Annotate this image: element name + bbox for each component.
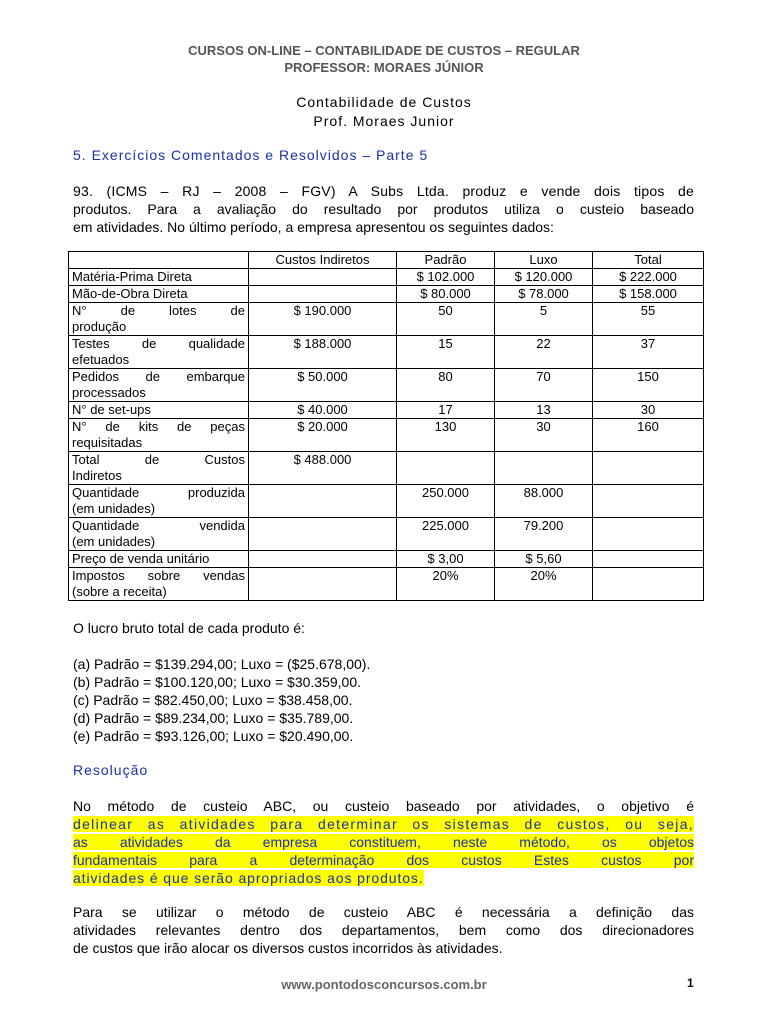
row-label-cell [69, 303, 249, 336]
cell-padrao: $ 80.000 [397, 286, 495, 303]
row-label-cell [69, 336, 249, 369]
row-label-cell [69, 568, 249, 601]
document-subject: Contabilidade de Custos [296, 94, 472, 110]
cell-total [593, 518, 704, 551]
row-label-continued: Indiretos [72, 468, 122, 483]
cell-custos-indiretos [249, 485, 397, 518]
question-text: O lucro bruto total de cada produto é: [73, 620, 305, 636]
row-label-continued: (em unidades) [72, 534, 156, 549]
header-course-title: CURSOS ON-LINE – CONTABILIDADE DE CUSTOS – REGULAR [188, 43, 580, 58]
table-row [69, 303, 704, 336]
table-row [69, 568, 704, 601]
cell-luxo: 13 [495, 402, 593, 419]
cell-luxo [495, 452, 593, 485]
table-row [69, 286, 704, 303]
cell-custos-indiretos: $ 40.000 [249, 402, 397, 419]
document-author: Prof. Moraes Junior [313, 113, 455, 129]
question-intro-line: 93. (ICMS – RJ – 2008 – FGV) A Subs Ltda. produz e vende dois tipos de [73, 183, 694, 199]
cell-luxo: 88.000 [495, 485, 593, 518]
cell-luxo: $ 78.000 [495, 286, 593, 303]
header-professor: PROFESSOR: MORAES JÚNIOR [284, 60, 484, 75]
cell-total [593, 485, 704, 518]
cell-luxo: 22 [495, 336, 593, 369]
row-label-continued: produção [72, 319, 127, 334]
paragraph-line: atividades relevantes dentro dos departamentos, bem como dos direcionadores [73, 922, 694, 938]
cell-total [593, 551, 704, 568]
row-label-cell [69, 485, 249, 518]
cell-padrao: $ 102.000 [397, 269, 495, 286]
paragraph-line: de custos que irão alocar os diversos custos incorridos às atividades. [73, 940, 503, 956]
table-header-row [69, 252, 704, 269]
cell-padrao: 130 [397, 419, 495, 452]
table-header-cell: Total [593, 252, 704, 269]
row-label-cell [69, 452, 249, 485]
cell-custos-indiretos: $ 188.000 [249, 336, 397, 369]
cell-padrao: 225.000 [397, 518, 495, 551]
table-row [69, 518, 704, 551]
cell-total: 37 [593, 336, 704, 369]
table-row [69, 369, 704, 402]
table-header-cell: Custos Indiretos [249, 252, 397, 269]
cell-custos-indiretos [249, 286, 397, 303]
row-label-continued: efetuados [72, 352, 130, 367]
cell-total [593, 452, 704, 485]
row-label-cell [69, 402, 249, 419]
cell-padrao: 80 [397, 369, 495, 402]
question-intro-line: produtos. Para a avaliação do resultado por produtos utiliza o custeio baseado [73, 201, 694, 217]
cell-padrao: 15 [397, 336, 495, 369]
cell-total: 55 [593, 303, 704, 336]
cell-luxo: 20% [495, 568, 593, 601]
row-label-cell [69, 369, 249, 402]
resolution-paragraph [73, 797, 694, 887]
row-label: Total de Custos [72, 452, 245, 467]
row-label: Mão-de-Obra Direta [72, 286, 188, 301]
row-label-cell [69, 518, 249, 551]
cell-total: 160 [593, 419, 704, 452]
cell-total [593, 568, 704, 601]
row-label: N° de set-ups [72, 402, 151, 417]
row-label: Quantidade vendida [72, 518, 245, 533]
option-c: (c) Padrão = $82.450,00; Luxo = $38.458,00. [73, 692, 353, 708]
row-label-continued: (em unidades) [72, 501, 156, 516]
option-a: (a) Padrão = $139.294,00; Luxo = ($25.678,00). [73, 656, 371, 672]
cell-luxo: $ 5,60 [495, 551, 593, 568]
cell-total: $ 158.000 [593, 286, 704, 303]
cell-custos-indiretos: $ 488.000 [249, 452, 397, 485]
cell-padrao: 20% [397, 568, 495, 601]
row-label: Quantidade produzida [72, 485, 245, 500]
answer-options [73, 655, 370, 745]
cell-custos-indiretos [249, 518, 397, 551]
row-label-cell [69, 419, 249, 452]
cell-total: 150 [593, 369, 704, 402]
cell-custos-indiretos: $ 190.000 [249, 303, 397, 336]
highlighted-text: atividades é que serão apropriados aos produtos. [73, 870, 424, 886]
cell-custos-indiretos [249, 269, 397, 286]
cell-luxo: 79.200 [495, 518, 593, 551]
cell-luxo: $ 120.000 [495, 269, 593, 286]
row-label-continued: requisitadas [72, 435, 143, 450]
table-row [69, 269, 704, 286]
cell-total: $ 222.000 [593, 269, 704, 286]
row-label: Matéria-Prima Direta [72, 269, 192, 284]
row-label: Preço de venda unitário [72, 551, 210, 566]
highlighted-text: as atividades da empresa constituem, neste método, os objetos [73, 834, 694, 850]
cell-padrao: $ 3,00 [397, 551, 495, 568]
abc-method-paragraph [73, 903, 694, 957]
paragraph-line: Para se utilizar o método de custeio ABC é necessária a definição das [73, 904, 694, 920]
cell-padrao [397, 452, 495, 485]
cell-custos-indiretos [249, 551, 397, 568]
table-header-cell: Luxo [495, 252, 593, 269]
resolution-highlight-line [73, 851, 694, 869]
cell-luxo: 5 [495, 303, 593, 336]
table-header-cell [69, 252, 249, 269]
resolution-highlight-line [73, 869, 694, 887]
question-intro [73, 182, 694, 236]
section-title: 5. Exercícios Comentados e Resolvidos – Parte 5 [73, 147, 429, 163]
option-e: (e) Padrão = $93.126,00; Luxo = $20.490,00. [73, 728, 354, 744]
resolution-highlight-line [73, 815, 694, 833]
table-row [69, 336, 704, 369]
resolution-highlight-line [73, 833, 694, 851]
resolution-line: No método de custeio ABC, ou custeio baseado por atividades, o objetivo é [73, 798, 694, 814]
table-row [69, 402, 704, 419]
table-row [69, 419, 704, 452]
highlighted-text: delinear as atividades para determinar os sistemas de custos, ou seja, [73, 816, 694, 832]
data-table [68, 251, 704, 601]
cell-luxo: 30 [495, 419, 593, 452]
row-label: Pedidos de embarque [72, 369, 245, 384]
option-d: (d) Padrão = $89.234,00; Luxo = $35.789,00. [73, 710, 354, 726]
row-label-continued: processados [72, 385, 146, 400]
table-row [69, 485, 704, 518]
table-row [69, 551, 704, 568]
cell-padrao: 17 [397, 402, 495, 419]
option-b: (b) Padrão = $100.120,00; Luxo = $30.359,00. [73, 674, 362, 690]
row-label: Testes de qualidade [72, 336, 245, 351]
cell-custos-indiretos: $ 20.000 [249, 419, 397, 452]
row-label-cell [69, 551, 249, 568]
row-label: Impostos sobre vendas [72, 568, 245, 583]
cell-custos-indiretos: $ 50.000 [249, 369, 397, 402]
footer-url[interactable]: www.pontodosconcursos.com.br [281, 977, 487, 992]
cell-padrao: 250.000 [397, 485, 495, 518]
page-number: 1 [687, 976, 694, 990]
table-header-cell: Padrão [397, 252, 495, 269]
row-label-continued: (sobre a receita) [72, 584, 167, 599]
row-label: N° de kits de peças [72, 419, 245, 434]
row-label: N° de lotes de [72, 303, 245, 318]
row-label-cell [69, 269, 249, 286]
cell-custos-indiretos [249, 568, 397, 601]
highlighted-text: fundamentais para a determinação dos custos Estes custos por [73, 852, 694, 868]
question-intro-line: em atividades. No último período, a empresa apresentou os seguintes dados: [73, 219, 554, 235]
table-row [69, 452, 704, 485]
cell-total: 30 [593, 402, 704, 419]
row-label-cell [69, 286, 249, 303]
resolution-title: Resolução [73, 762, 149, 778]
cell-luxo: 70 [495, 369, 593, 402]
cell-padrao: 50 [397, 303, 495, 336]
